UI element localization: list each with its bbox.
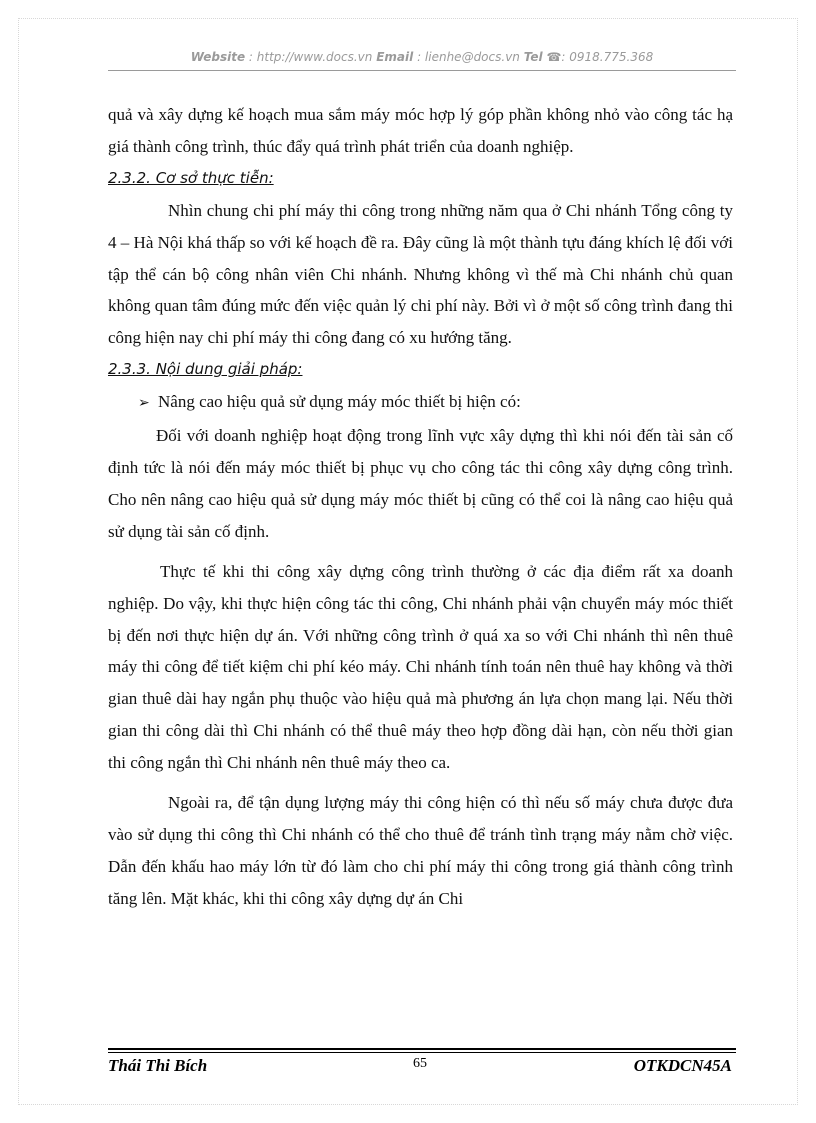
email-label: Email xyxy=(376,50,414,64)
section-heading-2-3-2: 2.3.2. Cơ sở thực tiễn: xyxy=(108,168,274,187)
footer-author: Thái Thi Bích xyxy=(108,1056,208,1075)
document-body xyxy=(108,99,733,915)
paragraph-intro: quả và xây dựng kế hoạch mua sắm máy móc hợp lý góp phần không nhỏ vào công tác hạ giá thành công trình, thúc đẩy quá trình phát triển của doanh nghiệp. xyxy=(108,105,733,156)
footer-rule-thin xyxy=(108,1052,736,1053)
website-value: : http://www.docs.vn xyxy=(248,50,373,64)
arrow-bullet-icon: ➢ xyxy=(138,396,150,412)
paragraph-practical-basis: Nhìn chung chi phí máy thi công trong những năm qua ở Chi nhánh Tổng công ty 4 – Hà Nội khá thấp so với kế hoạch đề ra. Đây cũng là một thành tựu đáng khích lệ đối với tập thể cán bộ công nhân viên Chi nhánh. Nhưng không vì thế mà Chi nhánh chủ quan không quan tâm đúng mức đến việc quản lý chi phí này. Bởi vì ở một số công trình đang thi công hiện nay chi phí máy thi công đang có xu hướng tăng. xyxy=(108,200,733,348)
header-rule xyxy=(108,70,736,71)
section-heading-2-3-3: 2.3.3. Nội dung giải pháp: xyxy=(108,360,303,379)
footer-class-code: OTKDCN45A xyxy=(633,1056,732,1075)
website-label: Website xyxy=(190,50,246,64)
email-value: : lienhe@docs.vn xyxy=(417,50,520,64)
tel-value: ☎: 0918.775.368 xyxy=(546,50,654,64)
footer-rule-thick xyxy=(108,1048,736,1050)
page-header xyxy=(108,50,736,64)
bullet-item xyxy=(108,386,733,420)
bullet-text: Nâng cao hiệu quả sử dụng máy móc thiết bị hiện có: xyxy=(158,392,521,412)
tel-label: Tel xyxy=(523,50,543,64)
footer-page-number: 65 xyxy=(413,1056,427,1071)
paragraph-besides: Ngoài ra, để tận dụng lượng máy thi công hiện có thì nếu số máy chưa được đưa vào sử dụng thi công thì Chi nhánh có thể cho thuê để tránh tình trạng máy nằm chờ việc. Dẫn đến khấu hao máy lớn từ đó làm cho chi phí máy thi công trong giá thành công trình tăng lên. Mặt khác, khi thi công xây dựng dự án Chi xyxy=(108,793,733,908)
paragraph-practice: Thực tế khi thi công xây dựng công trình thường ở các địa điểm rất xa doanh nghiệp. Do vậy, khi thực hiện công tác thi công, Chi nhánh phải vận chuyển máy móc thiết bị đến nơi thực hiện dự án. Với những công trình ở quá xa so với Chi nhánh thì nên thuê máy thi công để tiết kiệm chi phí kéo máy. Chi nhánh tính toán nên thuê hay không và thời gian thuê dài hay ngắn phụ thuộc vào hiệu quả mà phương án lựa chọn mang lại. Nếu thời gian thi công dài thì Chi nhánh có thể thuê máy theo hợp đồng dài hạn, còn nếu thời gian thi công ngắn thì Chi nhánh nên thuê máy theo ca. xyxy=(108,561,733,773)
paragraph-fixed-assets: Đối với doanh nghiệp hoạt động trong lĩnh vực xây dựng thì khi nói đến tài sản cố định tức là nói đến máy móc thiết bị phục vụ cho công tác thi công xây dựng công trình. Cho nên nâng cao hiệu quả sử dụng máy móc thiết bị cũng có thể coi là nâng cao hiệu quả sử dụng tài sản cố định. xyxy=(108,426,733,541)
